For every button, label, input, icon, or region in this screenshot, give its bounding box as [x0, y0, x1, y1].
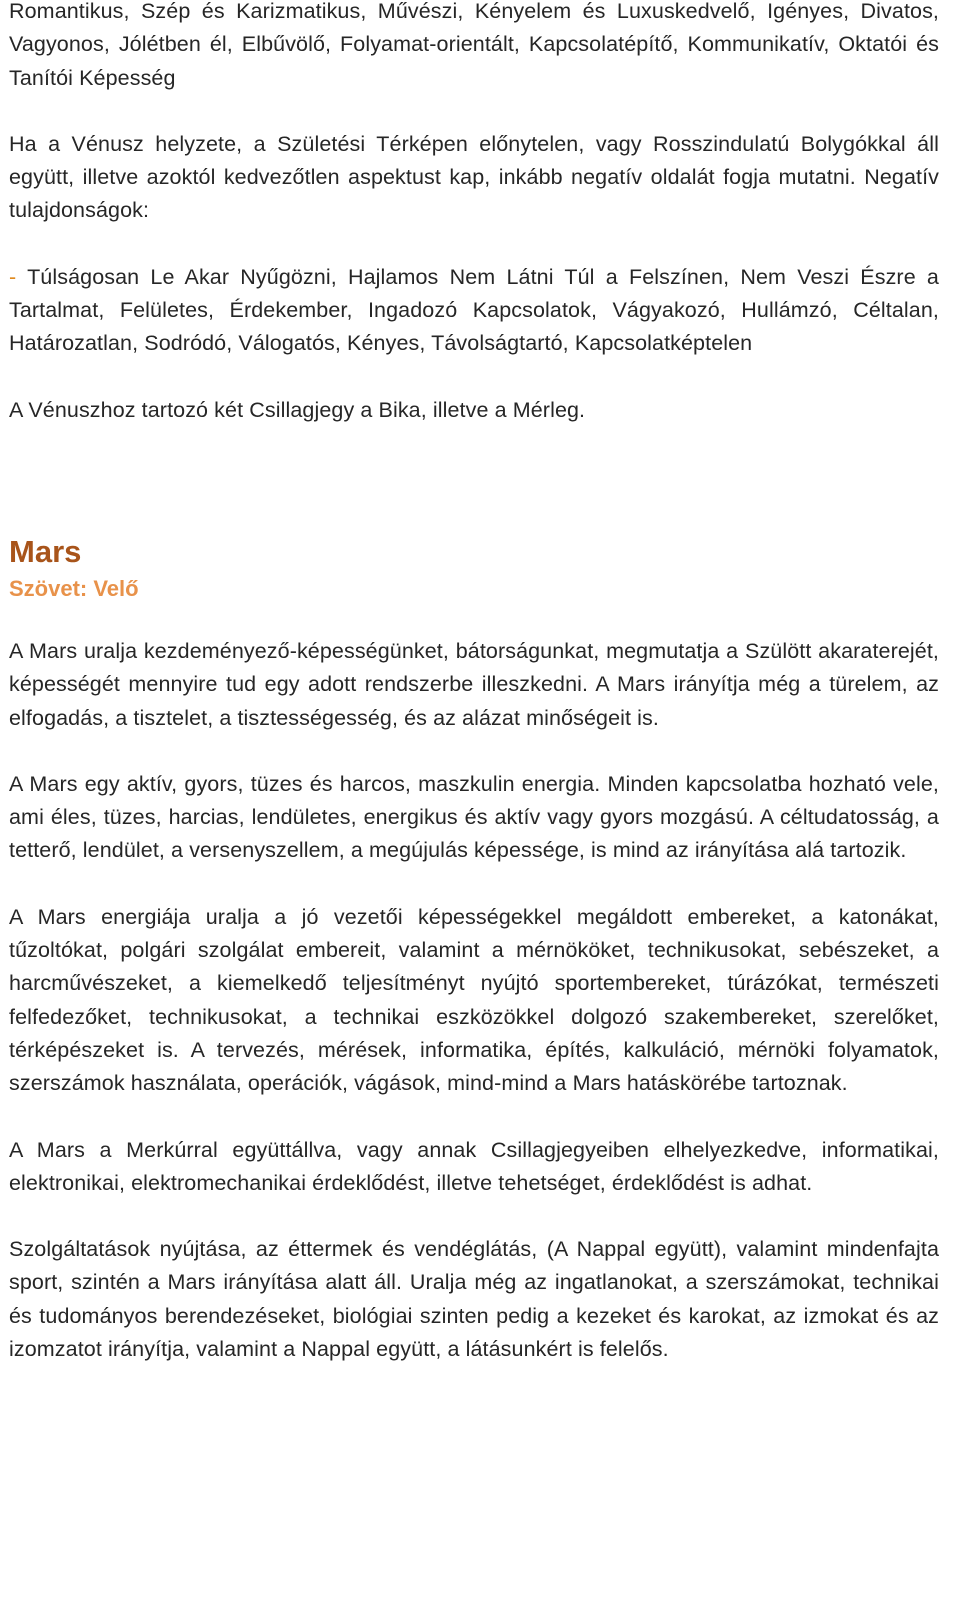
negative-traits-text: Túlságosan Le Akar Nyűgözni, Hajlamos Nem Látni Túl a Felszínen, Nem Veszi Észre a Tartalmat, Felületes, Érdekember, Ingadozó Kapcsolatok, Vágyakozó, Hullámzó, Céltalan, Határozatlan, Sodródó, Válogatós, Kényes, Távolságtartó, Kapcsolatképtelen [9, 264, 939, 356]
mars-paragraph-1: A Mars uralja kezdeményező-képességünket, bátorságunkat, megmutatja a Szülött akaraterejét, képességét mennyire tud egy adott rendszerbe illeszkedni. A Mars irányítja még a türelem, az elfogadás, a tisztelet, a tisztességesség, és az alázat minőségeit is. [9, 638, 939, 730]
spacer [9, 735, 939, 768]
venus-traits-paragraph: Romantikus, Szép és Karizmatikus, Művészi, Kényelem és Luxuskedvelő, Igényes, Divatos, Vagyonos, Jólétben él, Elbűvölő, Folyamat-orientált, Kapcsolatépítő, Kommunikatív, Oktatói és Tanítói Képesség [9, 0, 939, 90]
spacer [9, 606, 939, 635]
mars-paragraph-3: A Mars energiája uralja a jó vezetői képességekkel megáldott embereket, a katonákat, tűzoltókat, polgári szolgálat embereit, valamint a mérnököket, technikusokat, sebészeket, a harcművészeket, a kiemelkedő teljesítményt nyújtó sportembereket, túrázókat, természeti felfedezőket, technikusokat, a technikai eszközökkel dolgozó szakembereket, szerelőket, térképészeket is. A tervezés, mérések, informatika, építés, kalkuláció, mérnöki folyamatok, szerszámok használata, operációk, vágások, mind-mind a Mars hatáskörébe tartoznak. [9, 904, 939, 1096]
list-dash: - [9, 264, 17, 289]
spacer [9, 868, 939, 901]
venus-signs: A Vénuszhoz tartozó két Csillagjegy a Bika, illetve a Mérleg. [9, 397, 586, 422]
spacer [9, 228, 939, 261]
spacer [9, 1101, 939, 1134]
venus-negative-traits [9, 261, 939, 361]
mars-paragraph-5: Szolgáltatások nyújtása, az éttermek és vendéglátás, (A Nappal együtt), valamint mindenfajta sport, szintén a Mars irányítása alatt áll. Uralja még az ingatlanokat, a szerszámokat, technikai és tudományos berendezéseket, biológiai szinten pedig a kezeket és karokat, az izmokat és az izomzatot irányítja, valamint a Nappal együtt, a látásunkért is felelős. [9, 1237, 939, 1362]
venus-negative-intro: Ha a Vénusz helyzete, a Születési Térképen előnytelen, vagy Rosszindulatú Bolygókkal áll együtt, illetve azoktól kedvezőtlen aspektust kap, inkább negatív oldalát fogja mutatni. Negatív tulajdonságok: [9, 131, 939, 223]
mars-paragraph-4: A Mars a Merkúrral együttállva, vagy annak Csillagjegyeiben elhelyezkedve, informatikai, elektronikai, elektromechanikai érdeklődést, illetve tehetséget, érdeklődést is adhat. [9, 1137, 939, 1195]
section-gap [9, 427, 939, 532]
spacer [9, 95, 939, 128]
section-title-mars: Mars [9, 533, 82, 569]
spacer [9, 361, 939, 394]
mars-paragraph-2: A Mars egy aktív, gyors, tüzes és harcos, maszkulin energia. Minden kapcsolatba hozható vele, ami éles, tüzes, harcias, lendületes, energikus és aktív vagy gyors mozgású. A céltudatosság, a tetterő, lendület, a versenyszellem, a megújulás képessége, is mind az irányítása alá tartozik. [9, 771, 939, 863]
document-page [9, 0, 939, 1366]
section-subtitle-tissue: Szövet: Velő [9, 575, 139, 601]
spacer [9, 1200, 939, 1233]
